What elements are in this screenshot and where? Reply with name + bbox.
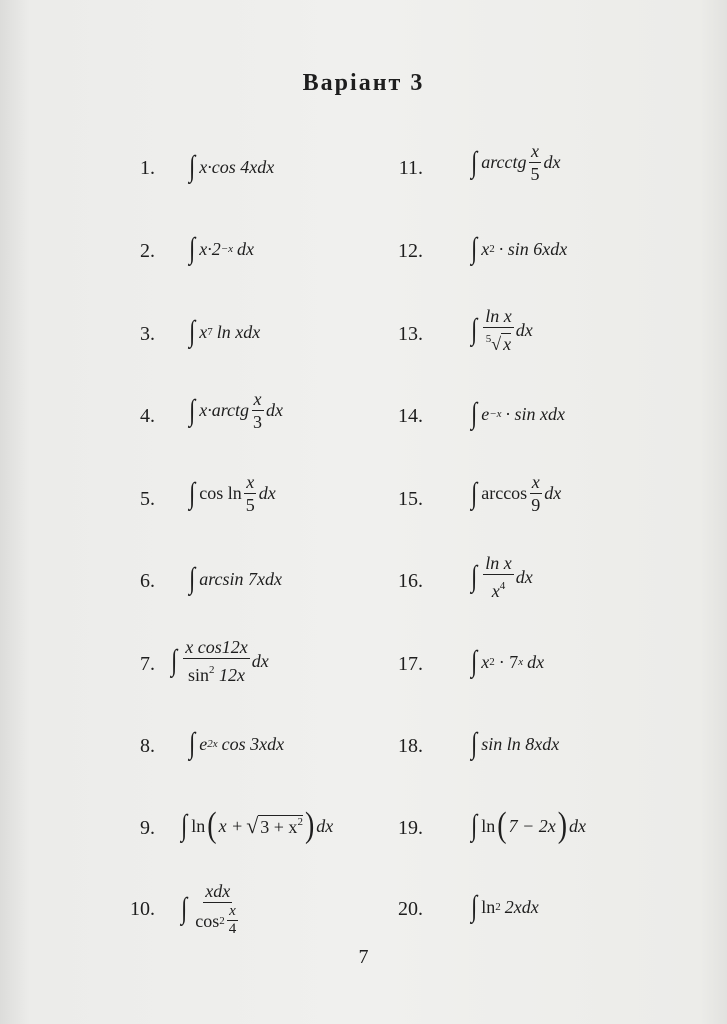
problem-number: 18. — [398, 735, 423, 757]
problem-number: 4. — [140, 405, 155, 427]
integral-sign: ∫ — [471, 890, 478, 923]
integral-sign: ∫ — [171, 644, 178, 677]
formula-text: cos 3xdx — [221, 733, 285, 754]
problem-number: 13. — [398, 323, 423, 345]
formula-3 — [188, 315, 260, 349]
exponent: x — [518, 656, 524, 668]
formula-18 — [470, 727, 559, 761]
integral-sign: ∫ — [471, 560, 478, 593]
fraction: xdx cos 2 $\frac{x}{4}$ — [195, 881, 237, 937]
problem-number: 11. — [398, 157, 423, 179]
formula-1 — [188, 150, 274, 184]
formula-text: cos ln — [199, 483, 242, 503]
formula-text: sin ln 8xdx — [481, 733, 560, 754]
formula-text: dx — [251, 650, 269, 671]
formula-20 — [470, 890, 539, 924]
formula-text: dx — [515, 319, 533, 340]
formula-13 — [470, 305, 533, 355]
sqrt-sign: √ — [246, 813, 259, 838]
problem-number: 15. — [398, 488, 423, 510]
formula-text: ln — [191, 815, 206, 836]
formula-9: ∫ ln ( x + √ $3 + x^2$ ) dx — [181, 805, 334, 846]
integral-sign: ∫ — [471, 809, 478, 842]
formula-text: ln xdx — [216, 321, 261, 342]
formula-19: ∫ ln ( 7 − 2x ) dx — [471, 805, 587, 846]
problem-number: 20. — [398, 898, 423, 920]
formula-15 — [470, 471, 561, 516]
fraction: $\frac{x}{3}$ — [253, 389, 263, 432]
formula-14 — [470, 397, 565, 431]
formula-text: arcsin 7xdx — [199, 568, 283, 589]
formula-text: x — [481, 238, 490, 259]
formula-text: arcctg — [481, 152, 527, 172]
formula-7 — [170, 636, 269, 686]
fraction: $\frac{\text{x cos12x}}{\sin^2 12x}$ — [185, 637, 248, 685]
formula-text: e — [199, 733, 208, 754]
problem-number: 19. — [398, 817, 423, 839]
page-number: 7 — [358, 946, 369, 968]
problem-number: 2. — [140, 240, 155, 262]
formula-text: 7 − 2x — [508, 815, 556, 836]
formula-text: x — [199, 321, 208, 342]
integral-sign: ∫ — [471, 476, 478, 510]
integral-sign: ∫ — [471, 232, 478, 265]
exponent: −x — [220, 243, 234, 255]
problem-number: 1. — [140, 157, 155, 179]
formula-text: · 7 — [498, 651, 519, 672]
fraction: $\frac{\text{ln x}}{x^4}$ — [485, 553, 512, 601]
formula-text: dx — [316, 815, 334, 836]
integral-sign: ∫ — [181, 809, 188, 842]
integral-sign: ∫ — [181, 892, 188, 925]
fraction: $\frac{x}{5}$ — [245, 472, 255, 515]
formula-text: dx — [266, 400, 284, 420]
exponent: 2 — [495, 901, 501, 913]
integral-sign: ∫ — [189, 727, 196, 760]
formula-8 — [188, 727, 284, 761]
problem-number: 5. — [140, 488, 155, 510]
page-title: Варіант 3 — [302, 70, 425, 96]
formula-4 — [188, 388, 283, 433]
fraction: $\frac{x}{9}$ — [531, 472, 541, 515]
formula-12 — [470, 232, 567, 266]
formula-text: · sin xdx — [505, 403, 566, 424]
formula-5 — [188, 471, 276, 516]
formula-11 — [470, 140, 561, 185]
formula-10 — [180, 880, 244, 938]
exponent: 2 — [489, 656, 495, 668]
formula-text: dx — [515, 566, 533, 587]
integral-sign: ∫ — [471, 397, 478, 430]
integral-sign: ∫ — [471, 145, 478, 179]
exponent: −x — [489, 408, 502, 420]
problem-number: 12. — [398, 240, 423, 262]
formula-text: x·arctg — [199, 400, 250, 420]
integral-sign: ∫ — [471, 313, 478, 346]
formula-text: dx — [543, 152, 561, 172]
problem-number: 10. — [130, 898, 155, 920]
formula-text: x — [481, 651, 490, 672]
integral-sign: ∫ — [189, 393, 196, 427]
problem-number: 16. — [398, 570, 423, 592]
formula-text: e — [481, 403, 490, 424]
integral-sign: ∫ — [471, 727, 478, 760]
problem-number: 7. — [140, 653, 155, 675]
fraction: $\frac{\text{ln x}}{^5√ x}$ — [485, 306, 512, 354]
formula-17 — [470, 645, 544, 679]
formula-text: dx — [258, 483, 276, 503]
integral-sign: ∫ — [189, 315, 196, 348]
fraction: $\frac{x}{5}$ — [530, 141, 540, 184]
formula-text: dx — [237, 238, 255, 259]
integral-sign: ∫ — [189, 476, 196, 510]
integral-sign: ∫ — [471, 645, 478, 678]
problem-number: 14. — [398, 405, 423, 427]
exponent: 2x — [207, 738, 218, 750]
formula-text: x + — [218, 815, 244, 836]
formula-text: ln — [481, 896, 496, 917]
formula-text: · sin 6xdx — [498, 238, 568, 259]
problem-number: 17. — [398, 653, 423, 675]
integral-sign: ∫ — [189, 150, 196, 183]
formula-text: ln — [481, 815, 496, 836]
formula-16 — [470, 552, 533, 602]
formula-text: dx — [544, 483, 562, 503]
integral-sign: ∫ — [189, 562, 196, 595]
problem-number: 6. — [140, 570, 155, 592]
problem-number: 8. — [140, 735, 155, 757]
integral-sign: ∫ — [189, 232, 196, 265]
exponent: 2 — [489, 243, 495, 255]
formula-text: dx — [527, 651, 545, 672]
problem-number: 3. — [140, 323, 155, 345]
formula-text: arccos — [481, 483, 528, 503]
formula-text: x·cos 4xdx — [199, 156, 275, 177]
formula-text: x·2 — [199, 238, 221, 259]
problem-number: 9. — [140, 817, 155, 839]
exponent: 7 — [207, 326, 213, 338]
formula-2 — [188, 232, 254, 266]
formula-text: dx — [569, 815, 587, 836]
formula-text: 2xdx — [504, 896, 539, 917]
formula-6 — [188, 562, 282, 596]
